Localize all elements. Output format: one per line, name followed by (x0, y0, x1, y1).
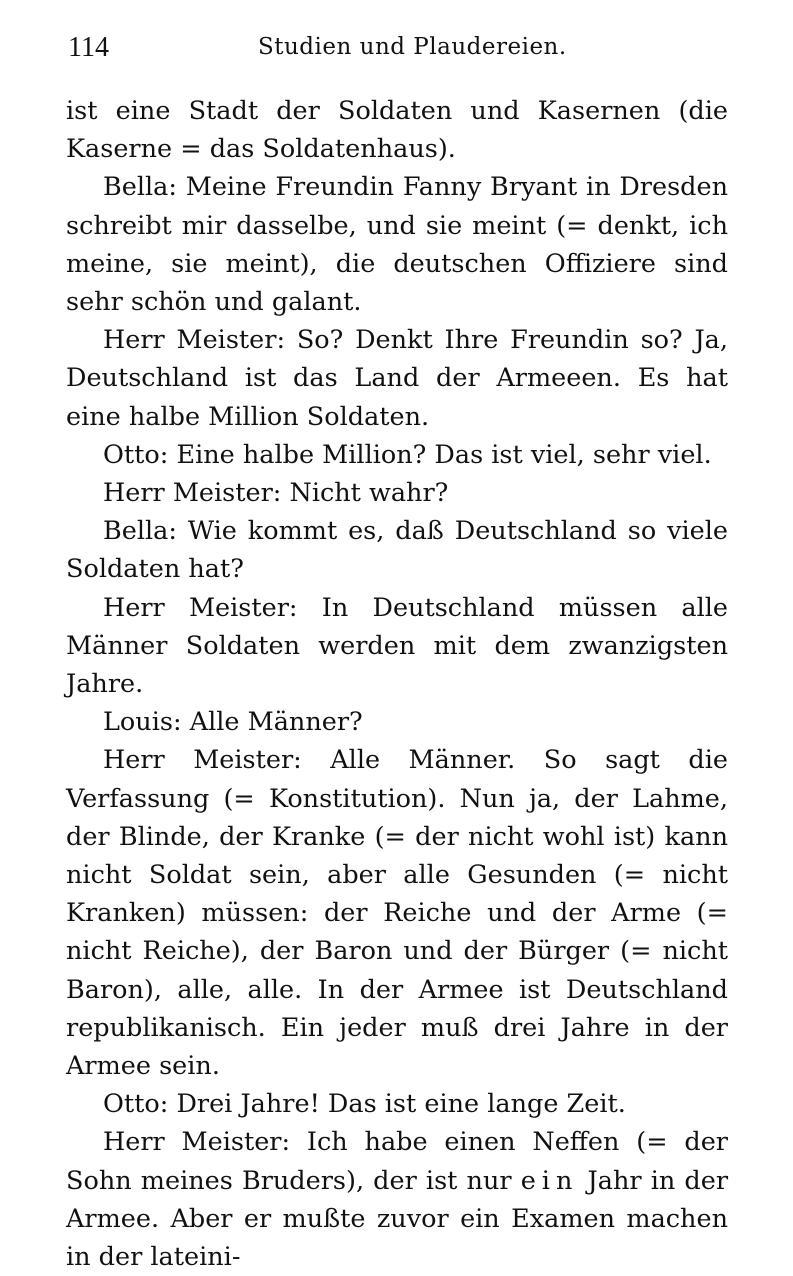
dialogue-line-herr-meister (66, 1123, 728, 1276)
paragraph-text: So? Denkt Ihre Freundin so? Ja, Deutschland ist das Land der Armeeen. Es hat eine halbe Million Soldaten. (66, 325, 728, 432)
emphasized-word: ein (520, 1165, 579, 1196)
paragraph-text: Alle Männer. So sagt die Verfassung (= Konstitution). Nun ja, der Lahme, der Blinde, der Kranke (= der nicht wohl ist) kann nicht Soldat sein, aber alle Gesunden (= nicht Kranken) müssen: der Reiche und der Arme (= nicht Reiche), der Baron und der Bürger (= nicht Baron), alle, alle. In der Armee ist Deutschland republikanisch. Ein jeder muß drei Jahre in der Armee sein. (66, 745, 728, 1082)
speaker-name: Herr Meister: (103, 478, 282, 509)
page-body (66, 92, 728, 1276)
speaker-name: Bella: (103, 516, 177, 547)
paragraph-text: Eine halbe Million? Das ist viel, sehr viel. (176, 439, 712, 470)
paragraph-text: Nicht wahr? (289, 478, 449, 509)
paragraph-continuation (66, 92, 728, 168)
book-page (66, 28, 728, 1276)
dialogue-line-herr-meister (66, 474, 728, 512)
speaker-name: Herr Meister: (103, 1127, 291, 1158)
dialogue-line-louis (66, 703, 728, 741)
dialogue-line-herr-meister (66, 741, 728, 1085)
paragraph-text: Alle Männer? (189, 707, 363, 738)
dialogue-line-herr-meister (66, 321, 728, 436)
page-header (66, 28, 728, 76)
paragraph-text: In Deutschland müssen alle Männer Soldaten werden mit dem zwanzigsten Jahre. (66, 592, 728, 700)
dialogue-line-herr-meister (66, 589, 728, 704)
speaker-name: Herr Meister: (103, 325, 286, 356)
page-number: 114 (68, 32, 109, 63)
speaker-name: Herr Meister: (103, 592, 298, 623)
speaker-name: Louis: (103, 707, 182, 738)
speaker-name: Otto: (103, 1089, 169, 1120)
paragraph-text: Ich habe einen Neffen (= der Sohn meines Bruders), der ist nur (66, 1127, 728, 1196)
speaker-name: Otto: (103, 439, 169, 470)
paragraph-text-continued: Jahr in der Armee. Aber er mußte zuvor ein Examen machen in der lateini- (66, 1165, 729, 1273)
dialogue-line-otto (66, 436, 728, 474)
dialogue-line-otto (66, 1085, 728, 1123)
speaker-name: Bella: (103, 172, 177, 203)
paragraph-text: Wie kommt es, daß Deutschland so viele Soldaten hat? (66, 516, 729, 585)
running-title: Studien und Plaudereien. (258, 34, 567, 60)
dialogue-line-bella (66, 168, 728, 321)
paragraph-text: ist eine Stadt der Soldaten und Kasernen (die Kaserne = das Soldatenhaus). (66, 96, 728, 165)
paragraph-text: Drei Jahre! Das ist eine lange Zeit. (176, 1089, 626, 1120)
speaker-name: Herr Meister: (103, 745, 302, 776)
dialogue-line-bella (66, 512, 728, 588)
paragraph-text: Meine Freundin Fanny Bryant in Dresden schreibt mir dasselbe, und sie meint (= denkt, ich meine, sie meint), die deutschen Offiziere sind sehr schön und galant. (66, 172, 728, 318)
